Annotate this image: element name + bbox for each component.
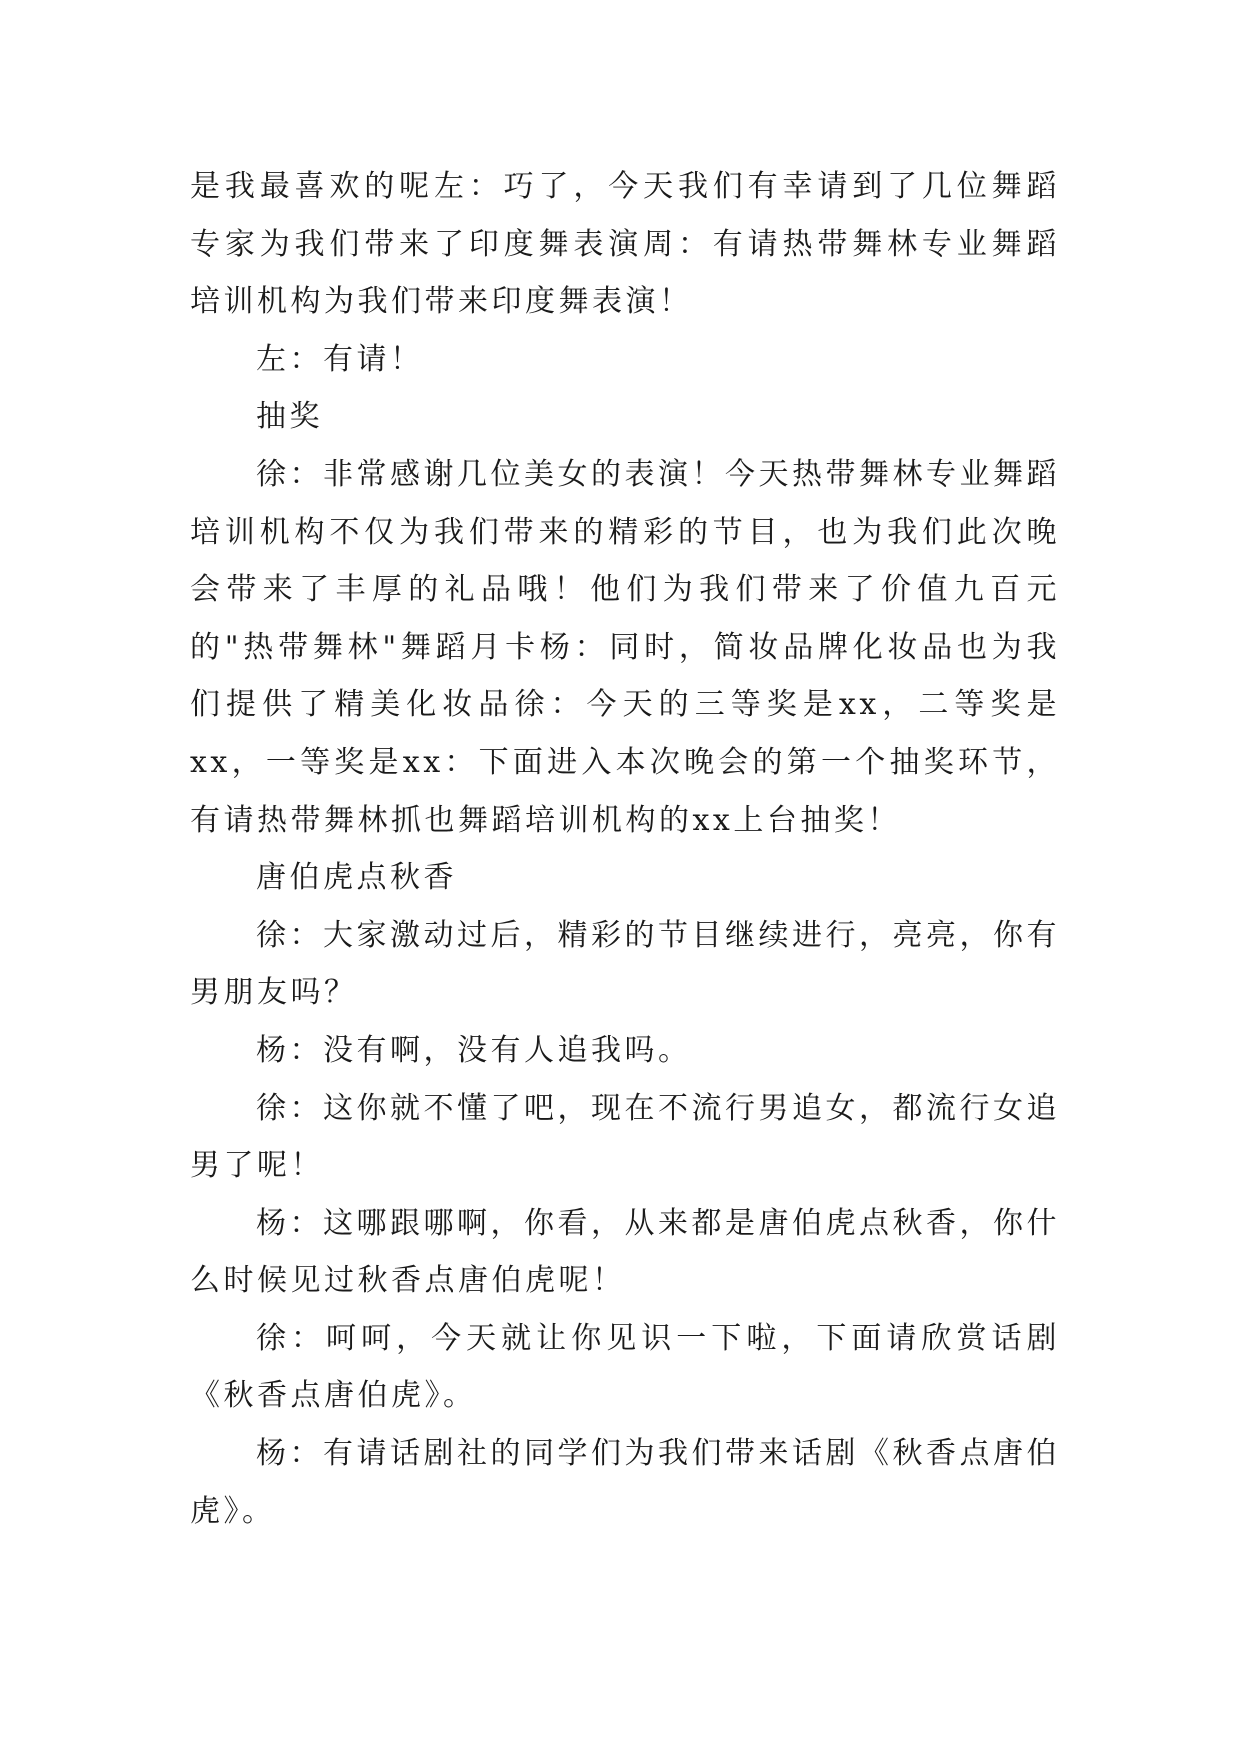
- paragraph-2: 左：有请！: [256, 341, 424, 377]
- document-body: [190, 158, 1060, 1540]
- paragraph-6: 徐：大家激动过后，精彩的节目继续进行，亮亮，你有男朋友吗？: [190, 917, 1060, 1011]
- paragraph-8: 徐：这你就不懂了吧，现在不流行男追女，都流行女追男了呢！: [190, 1090, 1060, 1184]
- section-heading-tang-bohu: 唐伯虎点秋香: [256, 860, 457, 896]
- paragraph-9: 杨：这哪跟哪啊，你看，从来都是唐伯虎点秋香，你什么时候见过秋香点唐伯虎呢！: [190, 1205, 1060, 1299]
- paragraph-11: 杨：有请话剧社的同学们为我们带来话剧《秋香点唐伯虎》。: [190, 1436, 1060, 1529]
- paragraph-1: 是我最喜欢的呢左：巧了，今天我们有幸请到了几位舞蹈专家为我们带来了印度舞表演周：有请热带舞林专业舞蹈培训机构为我们带来印度舞表演！: [190, 169, 1060, 320]
- paragraph-7: 杨：没有啊，没有人追我吗。: [256, 1032, 692, 1068]
- paragraph-10: 徐：呵呵，今天就让你见识一下啦，下面请欣赏话剧《秋香点唐伯虎》。: [190, 1320, 1060, 1414]
- section-heading-lottery: 抽奖: [256, 399, 323, 435]
- paragraph-4: 徐：非常感谢几位美女的表演！今天热带舞林专业舞蹈培训机构不仅为我们带来的精彩的节目，也为我们此次晚会带来了丰厚的礼品哦！他们为我们带来了价值九百元的"热带舞林"舞蹈月卡杨：同时，简妆品牌化妆品也为我们提供了精美化妆品徐：今天的三等奖是xx，二等奖是xx，一等奖是xx：下面进入本次晚会的第一个抽奖环节，有请热带舞林抓也舞蹈培训机构的xx上台抽奖！: [190, 456, 1060, 838]
